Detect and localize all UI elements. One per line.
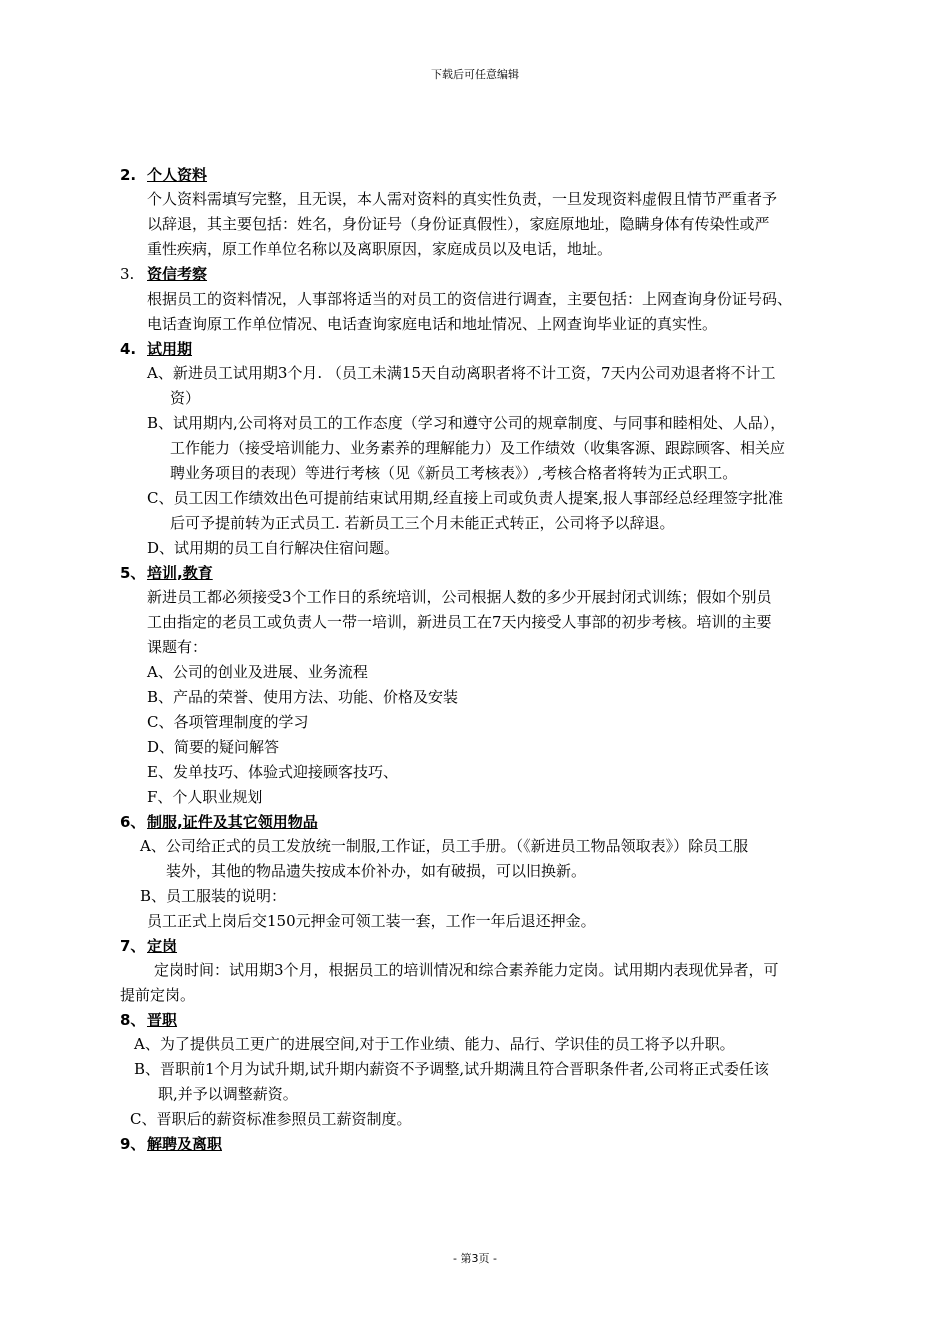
section-6-heading (120, 810, 318, 834)
list-item: A、新进员工试用期3个月. （员工未满15天自动离职者将不计工资，7天内公司劝退者将不计工 (147, 364, 776, 382)
paragraph-line: 定岗时间：试用期3个月，根据员工的培训情况和综合素养能力定岗。试用期内表现优异者，可 (154, 961, 779, 979)
list-item: A、公司给正式的员工发放统一制服,工作证，员工手册。（《新进员工物品领取表》）除员工服 (140, 837, 749, 855)
paragraph-line: 聘业务项目的表现）等进行考核（见《新员工考核表》）,考核合格者将转为正式职工。 (170, 464, 738, 482)
section-number: 4. (120, 340, 137, 358)
paragraph-line: 电话查询原工作单位情况、电话查询家庭电话和地址情况、上网查询毕业证的真实性。 (147, 315, 718, 333)
list-item: C、各项管理制度的学习 (147, 713, 309, 731)
paragraph-line: 装外，其他的物品遗失按成本价补办，如有破损，可以旧换新。 (166, 862, 587, 880)
section-title: 试用期 (147, 340, 193, 358)
paragraph-line: 重性疾病，原工作单位名称以及离职原因，家庭成员以及电话，地址。 (147, 240, 613, 258)
section-number: 5、 (120, 564, 146, 582)
section-title: 晋职 (147, 1011, 178, 1029)
section-3-heading (120, 262, 207, 286)
paragraph-line: 工由指定的老员工或负责人一带一培训，新进员工在7天内接受人事部的初步考核。培训的主要 (147, 613, 772, 631)
list-item: D、简要的疑问解答 (147, 738, 280, 756)
paragraph-line: 根据员工的资料情况，人事部将适当的对员工的资信进行调查，主要包括：上网查询身份证号码、 (147, 290, 793, 308)
paragraph-line: 职,并予以调整薪资。 (158, 1085, 298, 1103)
paragraph-line: 以辞退，其主要包括：姓名，身份证号（身份证真假性），家庭原地址，隐瞒身体有传染性或严 (147, 215, 770, 233)
list-item: C、晋职后的薪资标准参照员工薪资制度。 (130, 1110, 412, 1128)
section-number: 2. (120, 166, 137, 184)
list-item: B、试用期内,公司将对员工的工作态度（学习和遵守公司的规章制度、与同事和睦相处、人品）， (147, 414, 786, 432)
paragraph-line: 员工正式上岗后交150元押金可领工装一套，工作一年后退还押金。 (147, 912, 596, 930)
paragraph-line: 工作能力（接受培训能力、业务素养的理解能力）及工作绩效（收集客源、跟踪顾客、相关应 (170, 439, 786, 457)
paragraph-line: 课题有： (147, 638, 208, 656)
section-title: 培训,教育 (147, 564, 213, 582)
section-8-heading (120, 1008, 177, 1032)
list-item: B、产品的荣誉、使用方法、功能、价格及安装 (147, 688, 459, 706)
page-footer: - 第3页 - (453, 1252, 497, 1265)
section-5-heading (120, 561, 213, 585)
paragraph-line: 提前定岗。 (120, 986, 196, 1004)
section-title: 资信考察 (147, 265, 208, 283)
section-2-heading (120, 163, 207, 187)
section-9-heading (120, 1132, 222, 1156)
section-4-heading (120, 337, 192, 361)
list-item: B、晋职前1个月为试升期,试升期内薪资不予调整,试升期满且符合晋职条件者,公司将正式委任该 (134, 1060, 769, 1078)
paragraph-line: 后可予提前转为正式员工. 若新员工三个月未能正式转正，公司将予以辞退。 (170, 514, 675, 532)
list-item: A、为了提供员工更广的进展空间,对于工作业绩、能力、品行、学识佳的员工将予以升职。 (134, 1035, 735, 1053)
section-title: 解聘及离职 (147, 1135, 223, 1153)
list-item: E、发单技巧、体验式迎接顾客技巧、 (147, 763, 398, 781)
list-item: F、个人职业规划 (147, 788, 263, 806)
paragraph-line: 资） (170, 389, 201, 407)
section-title: 定岗 (147, 937, 178, 955)
section-7-heading (120, 934, 177, 958)
section-number: 9、 (120, 1135, 146, 1153)
list-item: A、公司的创业及进展、业务流程 (147, 663, 368, 681)
section-title: 个人资料 (147, 166, 208, 184)
section-number: 7、 (120, 937, 146, 955)
section-title: 制服,证件及其它领用物品 (147, 813, 318, 831)
list-item: C、员工因工作绩效出色可提前结束试用期,经直接上司或负责人提案,报人事部经总经理签字批准 (147, 489, 784, 507)
paragraph-line: 个人资料需填写完整，且无误，本人需对资料的真实性负责，一旦发现资料虚假且情节严重者予 (147, 190, 778, 208)
page-header: 下载后可任意编辑 (431, 68, 519, 81)
list-item: B、员工服装的说明： (140, 887, 287, 905)
section-number: 6、 (120, 813, 146, 831)
section-number: 3. (120, 265, 135, 283)
section-number: 8、 (120, 1011, 146, 1029)
paragraph-line: 新进员工都必须接受3个工作日的系统培训，公司根据人数的多少开展封闭式训练；假如个别员 (147, 588, 772, 606)
list-item: D、试用期的员工自行解决住宿问题。 (147, 539, 400, 557)
